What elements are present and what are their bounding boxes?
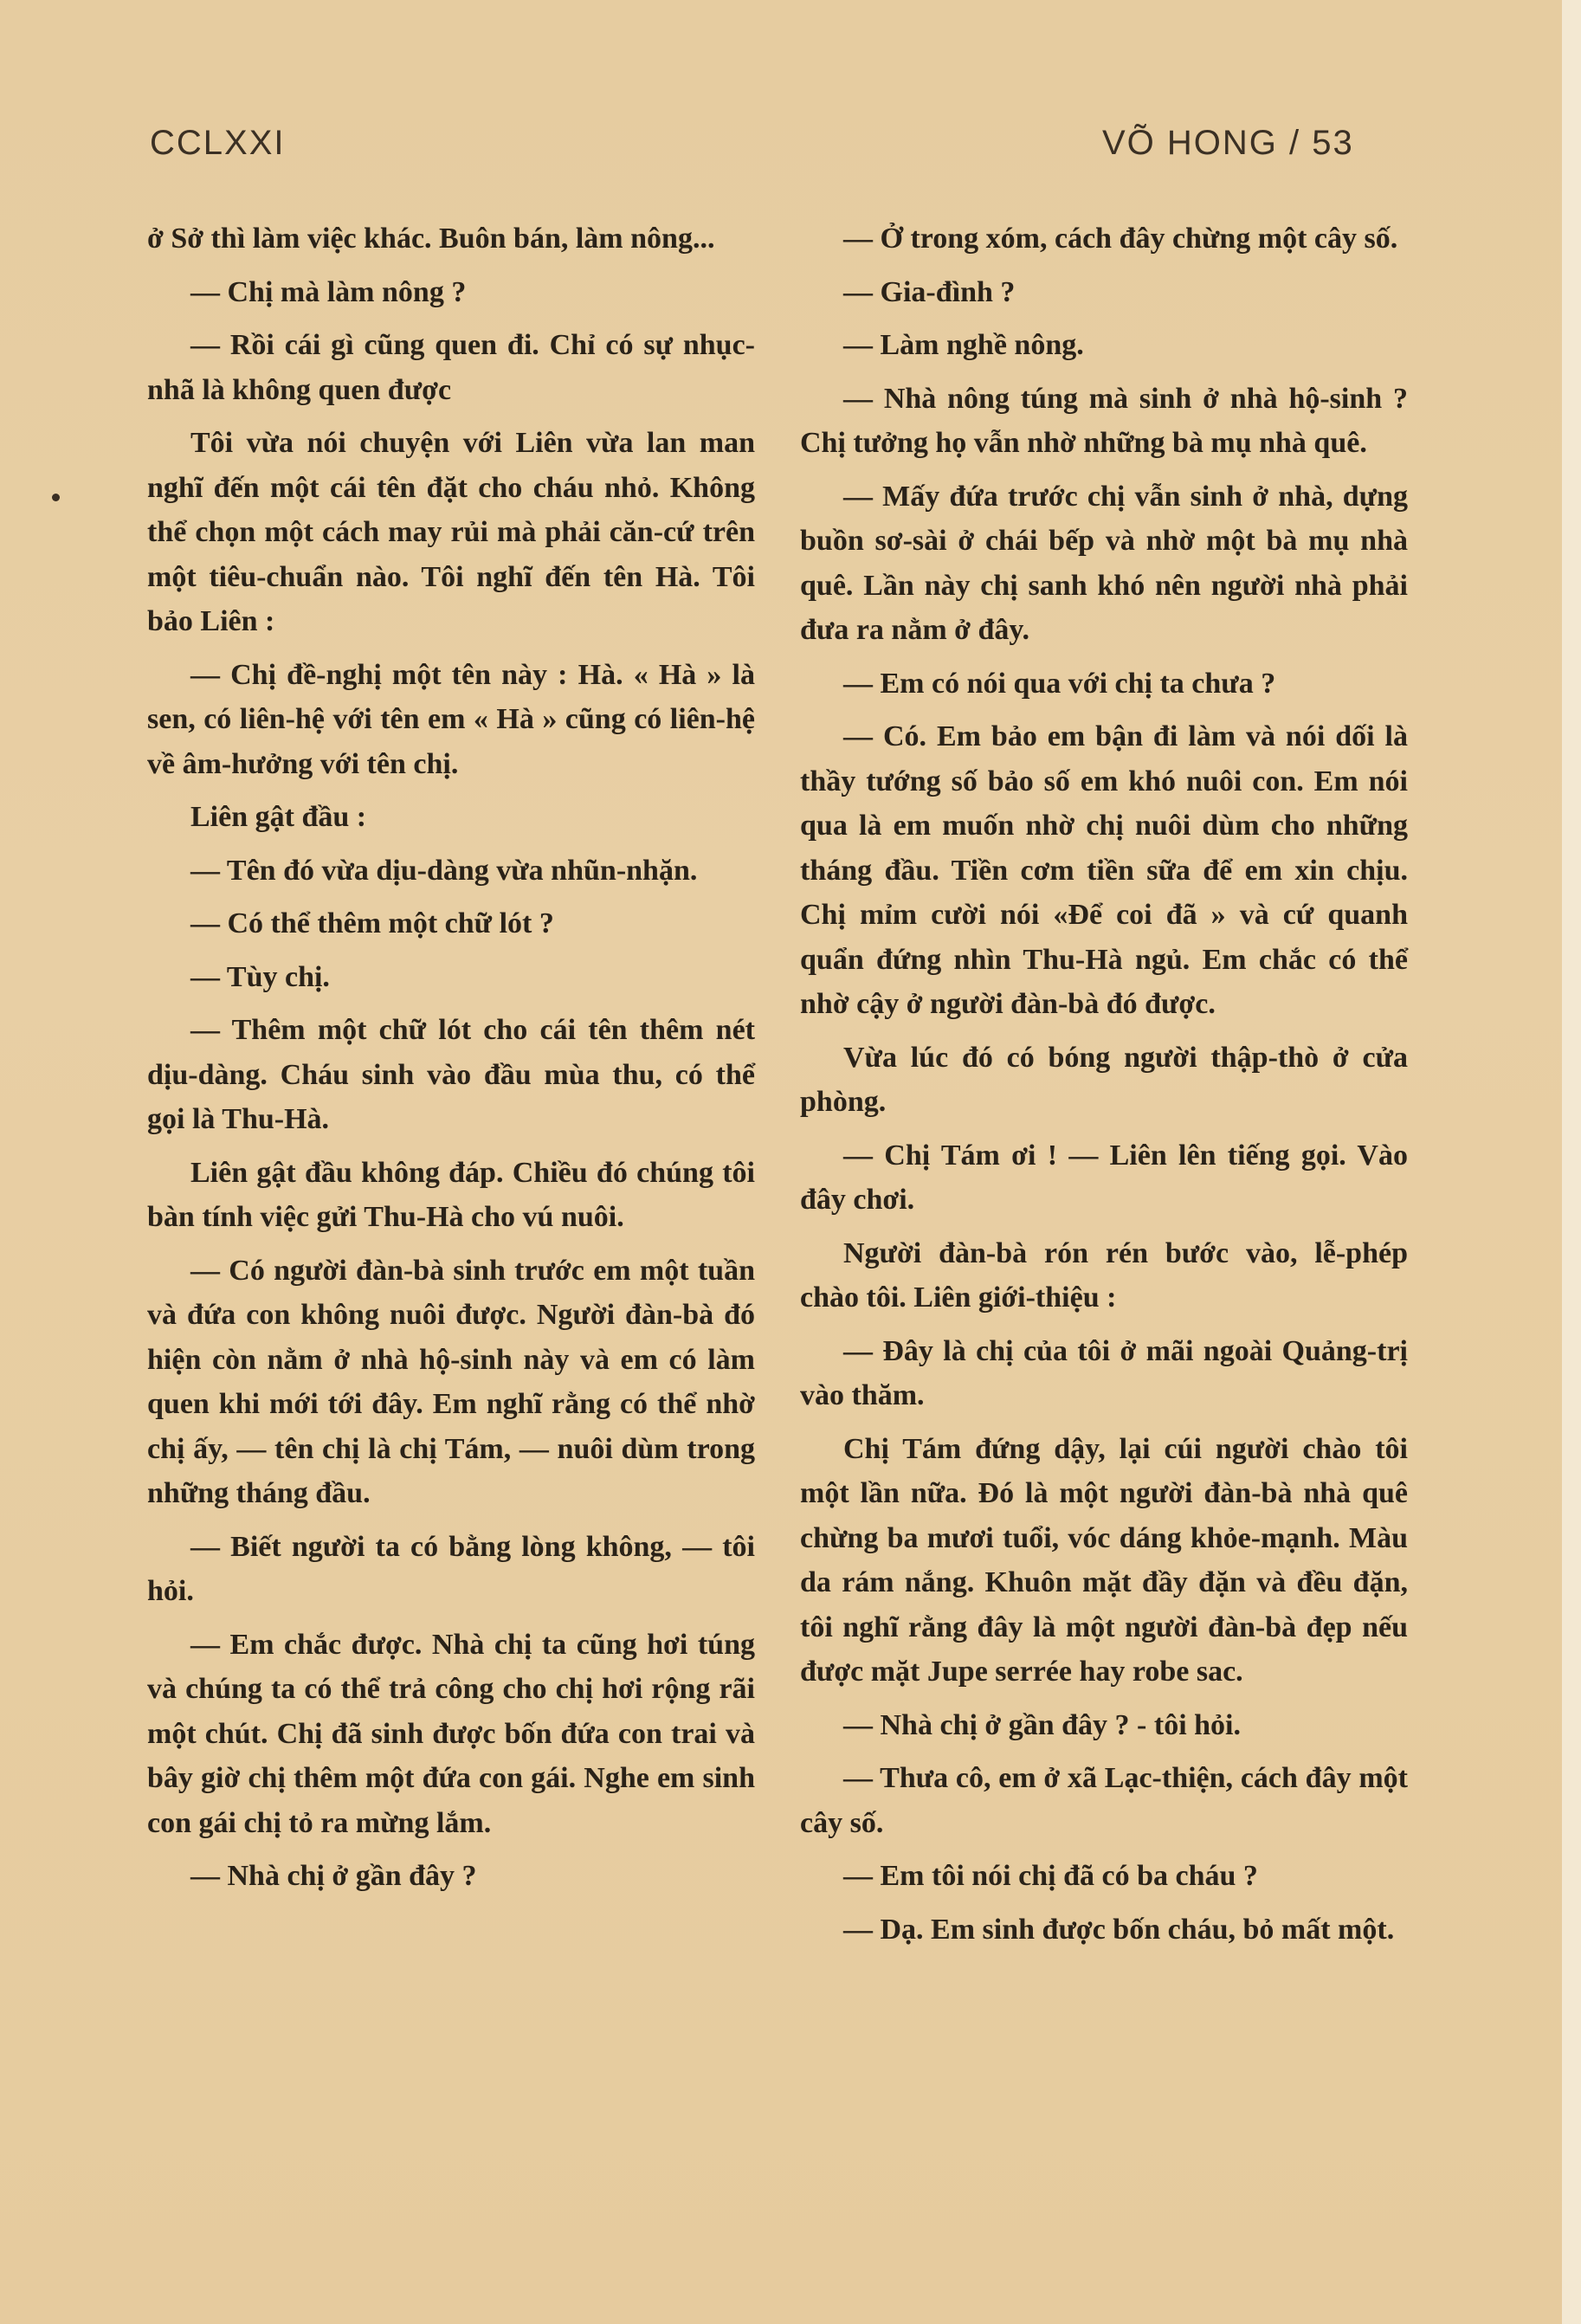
- paragraph: Vừa lúc đó có bóng người thập-thò ở cửa phòng.: [800, 1041, 1408, 1118]
- paragraph: — Mấy đứa trước chị vẫn sinh ở nhà, dựng buồn sơ-sài ở chái bếp và nhờ một bà mụ nhà quê. Lần này chị sanh khó nên người nhà phải đưa ra nằm ở đây.: [800, 480, 1408, 646]
- paragraph: — Chị đề-nghị một tên này : Hà. « Hà » là sen, có liên-hệ với tên em « Hà » cũng có liên-hệ về âm-hưởng với tên chị.: [147, 658, 755, 780]
- paragraph: — Làm nghề nông.: [843, 329, 1084, 361]
- paragraph: Liên gật đầu không đáp. Chiều đó chúng tôi bàn tính việc gửi Thu-Hà cho vú nuôi.: [147, 1156, 755, 1233]
- paragraph: — Gia-đình ?: [843, 275, 1016, 308]
- ink-speck: [52, 494, 60, 501]
- paragraph: — Em có nói qua với chị ta chưa ?: [843, 667, 1276, 700]
- right-text-column: [800, 216, 1408, 1960]
- left-text-column: [147, 216, 755, 1908]
- paragraph: — Có. Em bảo em bận đi làm và nói dối là thầy tướng số bảo số em khó nuôi con. Em nói qua là em muốn nhờ chị nuôi dùm cho những tháng đầu. Tiền cơm tiền sữa để em xin chịu. Chị mỉm cười nói «Để coi đã » và cứ quanh quẩn đứng nhìn Thu-Hà ngủ. Em chắc có thể nhờ cậy ở người đàn-bà đó được.: [800, 720, 1408, 1020]
- paragraph: — Có người đàn-bà sinh trước em một tuần và đứa con không nuôi được. Người đàn-bà đó hiện còn nằm ở nhà hộ-sinh này và em có làm quen khi mới tới đây. Em nghĩ rằng có thể nhờ chị ấy, — tên chị là chị Tám, — nuôi dùm trong những tháng đầu.: [147, 1254, 755, 1509]
- paragraph: — Có thể thêm một chữ lót ?: [190, 907, 554, 939]
- paragraph: — Thưa cô, em ở xã Lạc-thiện, cách đây một cây số.: [800, 1762, 1408, 1839]
- paragraph: — Tùy chị.: [190, 960, 330, 993]
- paragraph: Liên gật đầu :: [190, 801, 367, 833]
- page-header-chapter: CCLXXI: [150, 124, 286, 162]
- paragraph: — Nhà nông túng mà sinh ở nhà hộ-sinh ? Chị tưởng họ vẫn nhờ những bà mụ nhà quê.: [800, 382, 1408, 459]
- paragraph: — Biết người ta có bằng lòng không, — tôi hỏi.: [147, 1530, 755, 1607]
- paragraph: — Chị mà làm nông ?: [190, 275, 467, 308]
- paragraph: — Chị Tám ơi ! — Liên lên tiếng gọi. Vào đây chơi.: [800, 1139, 1408, 1216]
- paragraph: — Nhà chị ở gần đây ? - tôi hỏi.: [843, 1708, 1241, 1741]
- page-header-author-page-number: VÕ HONG / 53: [1102, 124, 1354, 162]
- paragraph: Tôi vừa nói chuyện với Liên vừa lan man nghĩ đến một cái tên đặt cho cháu nhỏ. Không thể chọn một cách may rủi mà phải căn-cứ trên một tiêu-chuẩn nào. Tôi nghĩ đến tên Hà. Tôi bảo Liên :: [147, 427, 755, 637]
- paragraph: — Tên đó vừa dịu-dàng vừa nhũn-nhặn.: [190, 854, 698, 887]
- paragraph: Người đàn-bà rón rén bước vào, lễ-phép chào tôi. Liên giới-thiệu :: [800, 1236, 1408, 1314]
- paragraph: — Dạ. Em sinh được bốn cháu, bỏ mất một.: [843, 1913, 1395, 1946]
- paragraph: — Đây là chị của tôi ở mãi ngoài Quảng-trị vào thăm.: [800, 1334, 1408, 1411]
- paragraph: ở Sở thì làm việc khác. Buôn bán, làm nông...: [147, 223, 715, 255]
- paragraph: — Nhà chị ở gần đây ?: [190, 1860, 477, 1892]
- paragraph: — Rồi cái gì cũng quen đi. Chỉ có sự nhục-nhã là không quen được: [147, 329, 755, 406]
- paragraph: Chị Tám đứng dậy, lại cúi người chào tôi một lần nữa. Đó là một người đàn-bà nhà quê chừng ba mươi tuổi, vóc dáng khỏe-mạnh. Màu da rám nắng. Khuôn mặt đầy đặn và đều đặn, tôi nghĩ rằng đây là một người đàn-bà đẹp nếu được mặt Jupe serrée hay robe sac.: [800, 1432, 1408, 1688]
- paragraph: — Ở trong xóm, cách đây chừng một cây số.: [843, 223, 1398, 255]
- paragraph: — Em chắc được. Nhà chị ta cũng hơi túng và chúng ta có thể trả công cho chị hơi rộng rãi một chút. Chị đã sinh được bốn đứa con trai và bây giờ chị thêm một đứa con gái. Nghe em sinh con gái chị tỏ ra mừng lắm.: [147, 1628, 755, 1839]
- paragraph: — Em tôi nói chị đã có ba cháu ?: [843, 1860, 1258, 1892]
- paragraph: — Thêm một chữ lót cho cái tên thêm nét dịu-dàng. Cháu sinh vào đầu mùa thu, có thể gọi là Thu-Hà.: [147, 1014, 755, 1135]
